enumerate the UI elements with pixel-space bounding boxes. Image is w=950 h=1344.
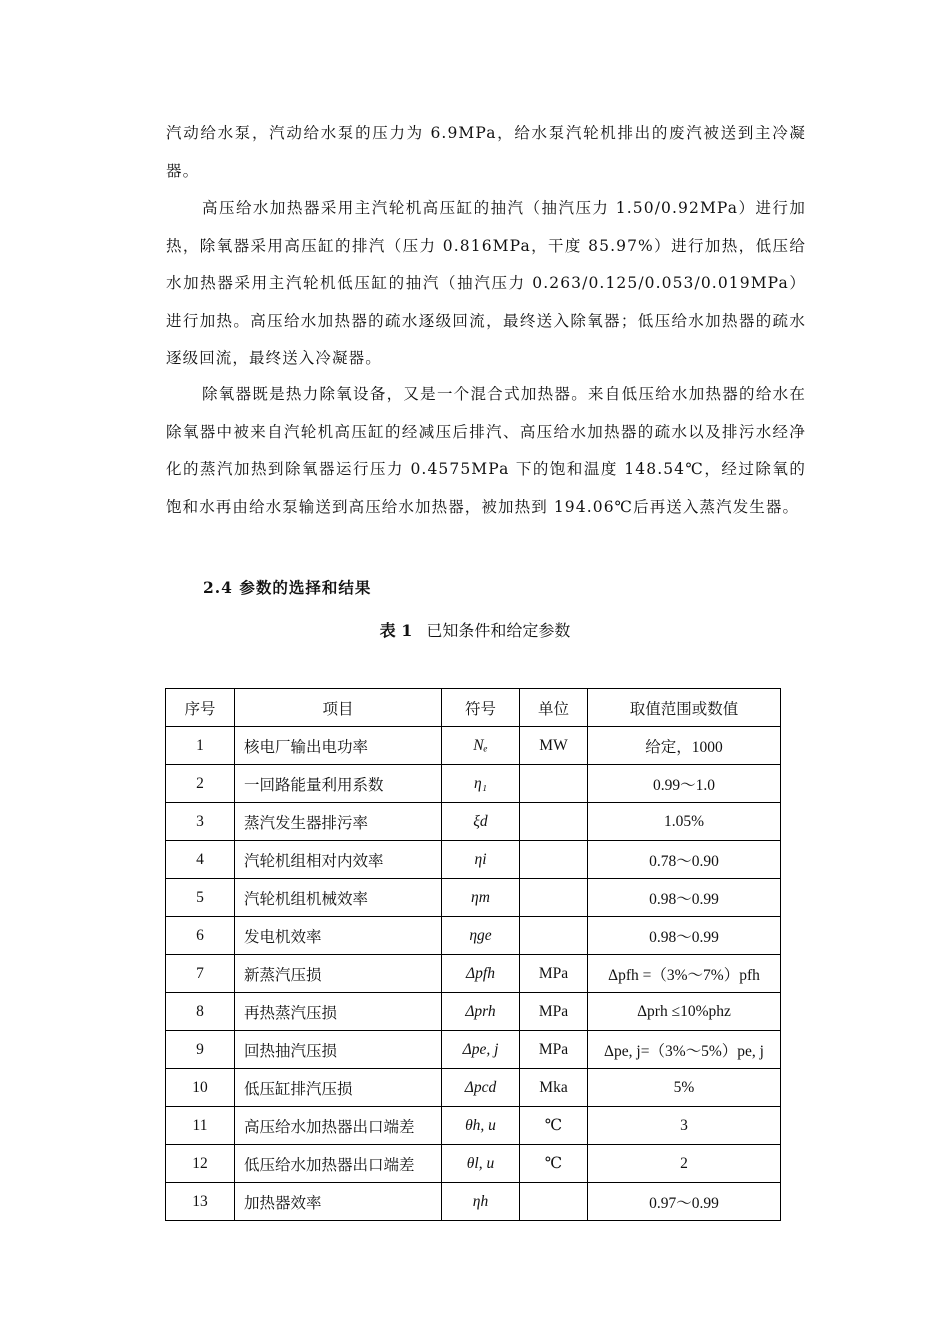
cell-index: 1 xyxy=(166,727,235,765)
cell-symbol: θh, u xyxy=(442,1107,520,1145)
cell-item: 发电机效率 xyxy=(235,917,442,955)
cell-value: 3 xyxy=(588,1107,781,1145)
table-row xyxy=(166,879,781,917)
cell-unit: Mka xyxy=(520,1069,588,1107)
cell-unit xyxy=(520,879,588,917)
cell-item: 蒸汽发生器排污率 xyxy=(235,803,442,841)
cell-symbol: ξd xyxy=(442,803,520,841)
paragraph-2: 高压给水加热器采用主汽轮机高压缸的抽汽（抽汽压力 1.50/0.92MPa）进行加热，除氧器采用高压缸的排汽（压力 0.816MPa，干度 85.97%）进行加热，低压给水加热器采用主汽轮机低压缸的抽汽（抽汽压力 0.263/0.125/0.053/0.019MPa）进行加热。高压给水加热器的疏水逐级回流，最终送入除氧器；低压给水加热器的疏水逐级回流，最终送入冷凝器。 xyxy=(166,199,806,367)
table-row xyxy=(166,1107,781,1145)
cell-symbol: ηh xyxy=(442,1183,520,1221)
cell-symbol: Δprh xyxy=(442,993,520,1031)
cell-index: 7 xyxy=(166,955,235,993)
table-row xyxy=(166,1145,781,1183)
cell-index: 12 xyxy=(166,1145,235,1183)
paragraph-3: 除氧器既是热力除氧设备，又是一个混合式加热器。来自低压给水加热器的给水在除氧器中被来自汽轮机高压缸的经减压后排汽、高压给水加热器的疏水以及排污水经净化的蒸汽加热到除氧器运行压力 0.4575MPa 下的饱和温度 148.54℃，经过除氧的饱和水再由给水泵输送到高压给水加热器，被加热到 194.06℃后再送入蒸汽发生器。 xyxy=(166,385,806,516)
table-row xyxy=(166,1183,781,1221)
cell-symbol: ηge xyxy=(442,917,520,955)
cell-symbol: Δpfh xyxy=(442,955,520,993)
cell-item: 高压给水加热器出口端差 xyxy=(235,1107,442,1145)
cell-item: 回热抽汽压损 xyxy=(235,1031,442,1069)
cell-unit xyxy=(520,917,588,955)
section-heading: 2.4 参数的选择和结果 xyxy=(203,578,372,597)
table-row xyxy=(166,1031,781,1069)
cell-item: 汽轮机组机械效率 xyxy=(235,879,442,917)
cell-unit: ℃ xyxy=(520,1107,588,1145)
cell-item: 新蒸汽压损 xyxy=(235,955,442,993)
cell-index: 5 xyxy=(166,879,235,917)
table-row xyxy=(166,955,781,993)
cell-unit: MPa xyxy=(520,993,588,1031)
cell-symbol: Δpcd xyxy=(442,1069,520,1107)
table-caption xyxy=(0,618,950,641)
cell-value: 0.99～1.0 xyxy=(588,765,781,803)
table-row xyxy=(166,917,781,955)
cell-unit xyxy=(520,1183,588,1221)
cell-value: 0.98～0.99 xyxy=(588,879,781,917)
cell-value: Δpfh =（3%～7%）pfh xyxy=(588,955,781,993)
header-index: 序号 xyxy=(166,689,235,727)
cell-index: 9 xyxy=(166,1031,235,1069)
header-symbol: 符号 xyxy=(442,689,520,727)
cell-symbol: θl, u xyxy=(442,1145,520,1183)
cell-value: 0.78～0.90 xyxy=(588,841,781,879)
paragraph-1: 汽动给水泵，汽动给水泵的压力为 6.9MPa，给水泵汽轮机排出的废汽被送到主冷凝器。 xyxy=(166,124,806,180)
cell-index: 13 xyxy=(166,1183,235,1221)
table-caption-title: 已知条件和给定参数 xyxy=(426,621,571,640)
table-row xyxy=(166,993,781,1031)
table-row xyxy=(166,841,781,879)
cell-item: 加热器效率 xyxy=(235,1183,442,1221)
cell-index: 10 xyxy=(166,1069,235,1107)
cell-value: 0.97～0.99 xyxy=(588,1183,781,1221)
table-row xyxy=(166,803,781,841)
cell-index: 11 xyxy=(166,1107,235,1145)
cell-index: 8 xyxy=(166,993,235,1031)
cell-unit: MW xyxy=(520,727,588,765)
table-row xyxy=(166,1069,781,1107)
cell-item: 低压给水加热器出口端差 xyxy=(235,1145,442,1183)
cell-item: 汽轮机组相对内效率 xyxy=(235,841,442,879)
cell-symbol: Nₑ xyxy=(442,727,520,765)
cell-unit xyxy=(520,803,588,841)
cell-symbol: ηi xyxy=(442,841,520,879)
cell-value: 给定，1000 xyxy=(588,727,781,765)
cell-symbol: Δpe, j xyxy=(442,1031,520,1069)
cell-unit: MPa xyxy=(520,1031,588,1069)
cell-symbol: ηm xyxy=(442,879,520,917)
cell-value: 1.05% xyxy=(588,803,781,841)
cell-symbol: η₁ xyxy=(442,765,520,803)
header-item: 项目 xyxy=(235,689,442,727)
cell-item: 一回路能量利用系数 xyxy=(235,765,442,803)
cell-item: 低压缸排汽压损 xyxy=(235,1069,442,1107)
cell-unit xyxy=(520,841,588,879)
cell-value: 5% xyxy=(588,1069,781,1107)
cell-value: Δpe, j=（3%～5%）pe, j xyxy=(588,1031,781,1069)
cell-value: 2 xyxy=(588,1145,781,1183)
cell-index: 6 xyxy=(166,917,235,955)
cell-item: 核电厂输出电功率 xyxy=(235,727,442,765)
header-unit: 单位 xyxy=(520,689,588,727)
parameters-table xyxy=(165,688,781,1221)
cell-unit: MPa xyxy=(520,955,588,993)
table-row xyxy=(166,727,781,765)
table-header-row xyxy=(166,689,781,727)
table-row xyxy=(166,765,781,803)
cell-value: 0.98～0.99 xyxy=(588,917,781,955)
cell-item: 再热蒸汽压损 xyxy=(235,993,442,1031)
cell-unit xyxy=(520,765,588,803)
cell-value: Δprh ≤10%phz xyxy=(588,993,781,1031)
cell-index: 3 xyxy=(166,803,235,841)
cell-unit: ℃ xyxy=(520,1145,588,1183)
table-caption-number: 表 1 xyxy=(379,621,413,640)
cell-index: 4 xyxy=(166,841,235,879)
cell-index: 2 xyxy=(166,765,235,803)
header-value: 取值范围或数值 xyxy=(588,689,781,727)
